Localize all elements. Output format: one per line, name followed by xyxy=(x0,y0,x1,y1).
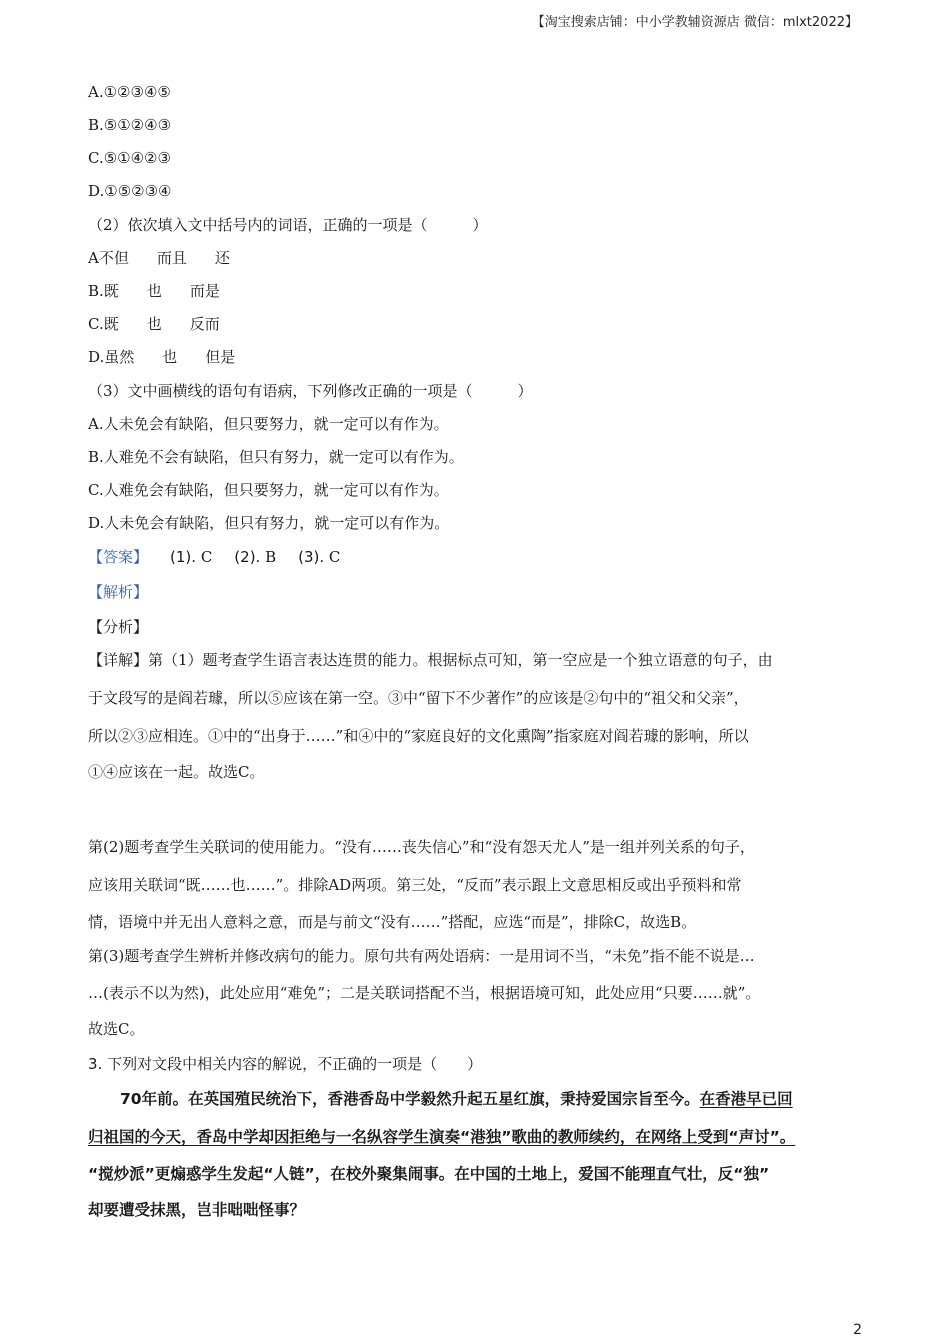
q2-option-a: A不但 而且 还 xyxy=(88,249,230,267)
q3-option-d: D.人未免会有缺陷，但只有努力，就一定可以有作为。 xyxy=(88,514,450,532)
passage-line-4: 却要遭受抹黑，岂非咄咄怪事？ xyxy=(88,1201,306,1219)
question-3-stem: 3. 下列对文段中相关内容的解说，不正确的一项是（ ） xyxy=(88,1055,483,1073)
answer-label: 【答案】 xyxy=(88,548,149,566)
detail-line-1: 【详解】第（1）题考查学生语言表达连贯的能力。根据标点可知，第一空应是一个独立语意的句子，由 xyxy=(88,651,773,669)
detail-line-3: 所以②③应相连。①中的“出身于……”和④中的“家庭良好的文化熏陶”指家庭对阎若璩的影响，所以 xyxy=(88,727,749,745)
detail-line-4: ①④应该在一起。故选C。 xyxy=(88,763,265,781)
q3-stem: （3）文中画横线的语句有语病，下列修改正确的一项是（ ） xyxy=(88,382,533,400)
q2-explain-line-1: 第(2)题考查学生关联词的使用能力。“没有……丧失信心”和“没有怨天尤人”是一组并列关系的句子， xyxy=(88,838,755,856)
passage-line-2: 归祖国的今天，香岛中学却因拒绝与一名纵容学生演奏“港独”歌曲的教师续约，在网络上受到“声讨”。 xyxy=(88,1128,796,1146)
q1-option-b: B.⑤①②④③ xyxy=(88,116,172,134)
q2-option-c: C.既 也 反而 xyxy=(88,315,220,333)
q1-option-c: C.⑤①④②③ xyxy=(88,149,171,167)
q1-option-a: A.①②③④⑤ xyxy=(88,83,171,101)
q3-option-c: C.人难免会有缺陷，但只要努力，就一定可以有作为。 xyxy=(88,481,449,499)
fenxi-label: 【分析】 xyxy=(88,618,149,636)
q2-stem: （2）依次填入文中括号内的词语，正确的一项是（ ） xyxy=(88,216,488,234)
answer-line: 【答案】 (1). C (2). B (3). C xyxy=(88,548,341,566)
q3-explain-line-1: 第(3)题考查学生辨析并修改病句的能力。原句共有两处语病：一是用词不当，“未免”指不能不说是… xyxy=(88,947,755,965)
q3-option-b: B.人难免不会有缺陷，但只有努力，就一定可以有作为。 xyxy=(88,448,464,466)
q2-option-d: D.虽然 也 但是 xyxy=(88,348,236,366)
page-header-watermark: 【淘宝搜索店铺：中小学教辅资源店 微信：mlxt2022】 xyxy=(531,15,858,30)
q2-option-b: B.既 也 而是 xyxy=(88,282,220,300)
q1-option-d: D.①⑤②③④ xyxy=(88,182,172,200)
analysis-label: 【解析】 xyxy=(88,583,149,601)
page-number: 2 xyxy=(853,1322,862,1338)
q2-explain-line-2: 应该用关联词“既……也……”。排除AD两项。第三处，“反而”表示跟上文意思相反或出乎预料和常 xyxy=(88,876,742,894)
q3-option-a: A.人未免会有缺陷，但只要努力，就一定可以有作为。 xyxy=(88,415,449,433)
detail-label: 【详解】 xyxy=(88,651,149,669)
detail-line-2: 于文段写的是阎若璩，所以⑤应该在第一空。③中“留下不少著作”的应该是②句中的“祖父和父亲”， xyxy=(88,689,749,707)
passage-line-1: 70年前。在英国殖民统治下，香港香岛中学毅然升起五星红旗，秉持爱国宗旨至今。在香港早已回 xyxy=(120,1090,793,1108)
q3-explain-line-2: …(表示不以为然)，此处应用“难免”；二是关联词搭配不当，根据语境可知，此处应用“只要……就”。 xyxy=(88,984,761,1002)
q3-explain-line-3: 故选C。 xyxy=(88,1020,145,1038)
passage-line-3: “搅炒派”更煽惑学生发起“人链”，在校外聚集闹事。在中国的土地上，爱国不能理直气壮，反“独” xyxy=(88,1165,770,1183)
q2-explain-line-3: 情，语境中并无出人意料之意，而是与前文“没有……”搭配，应选“而是”，排除C，故选B。 xyxy=(88,913,697,931)
